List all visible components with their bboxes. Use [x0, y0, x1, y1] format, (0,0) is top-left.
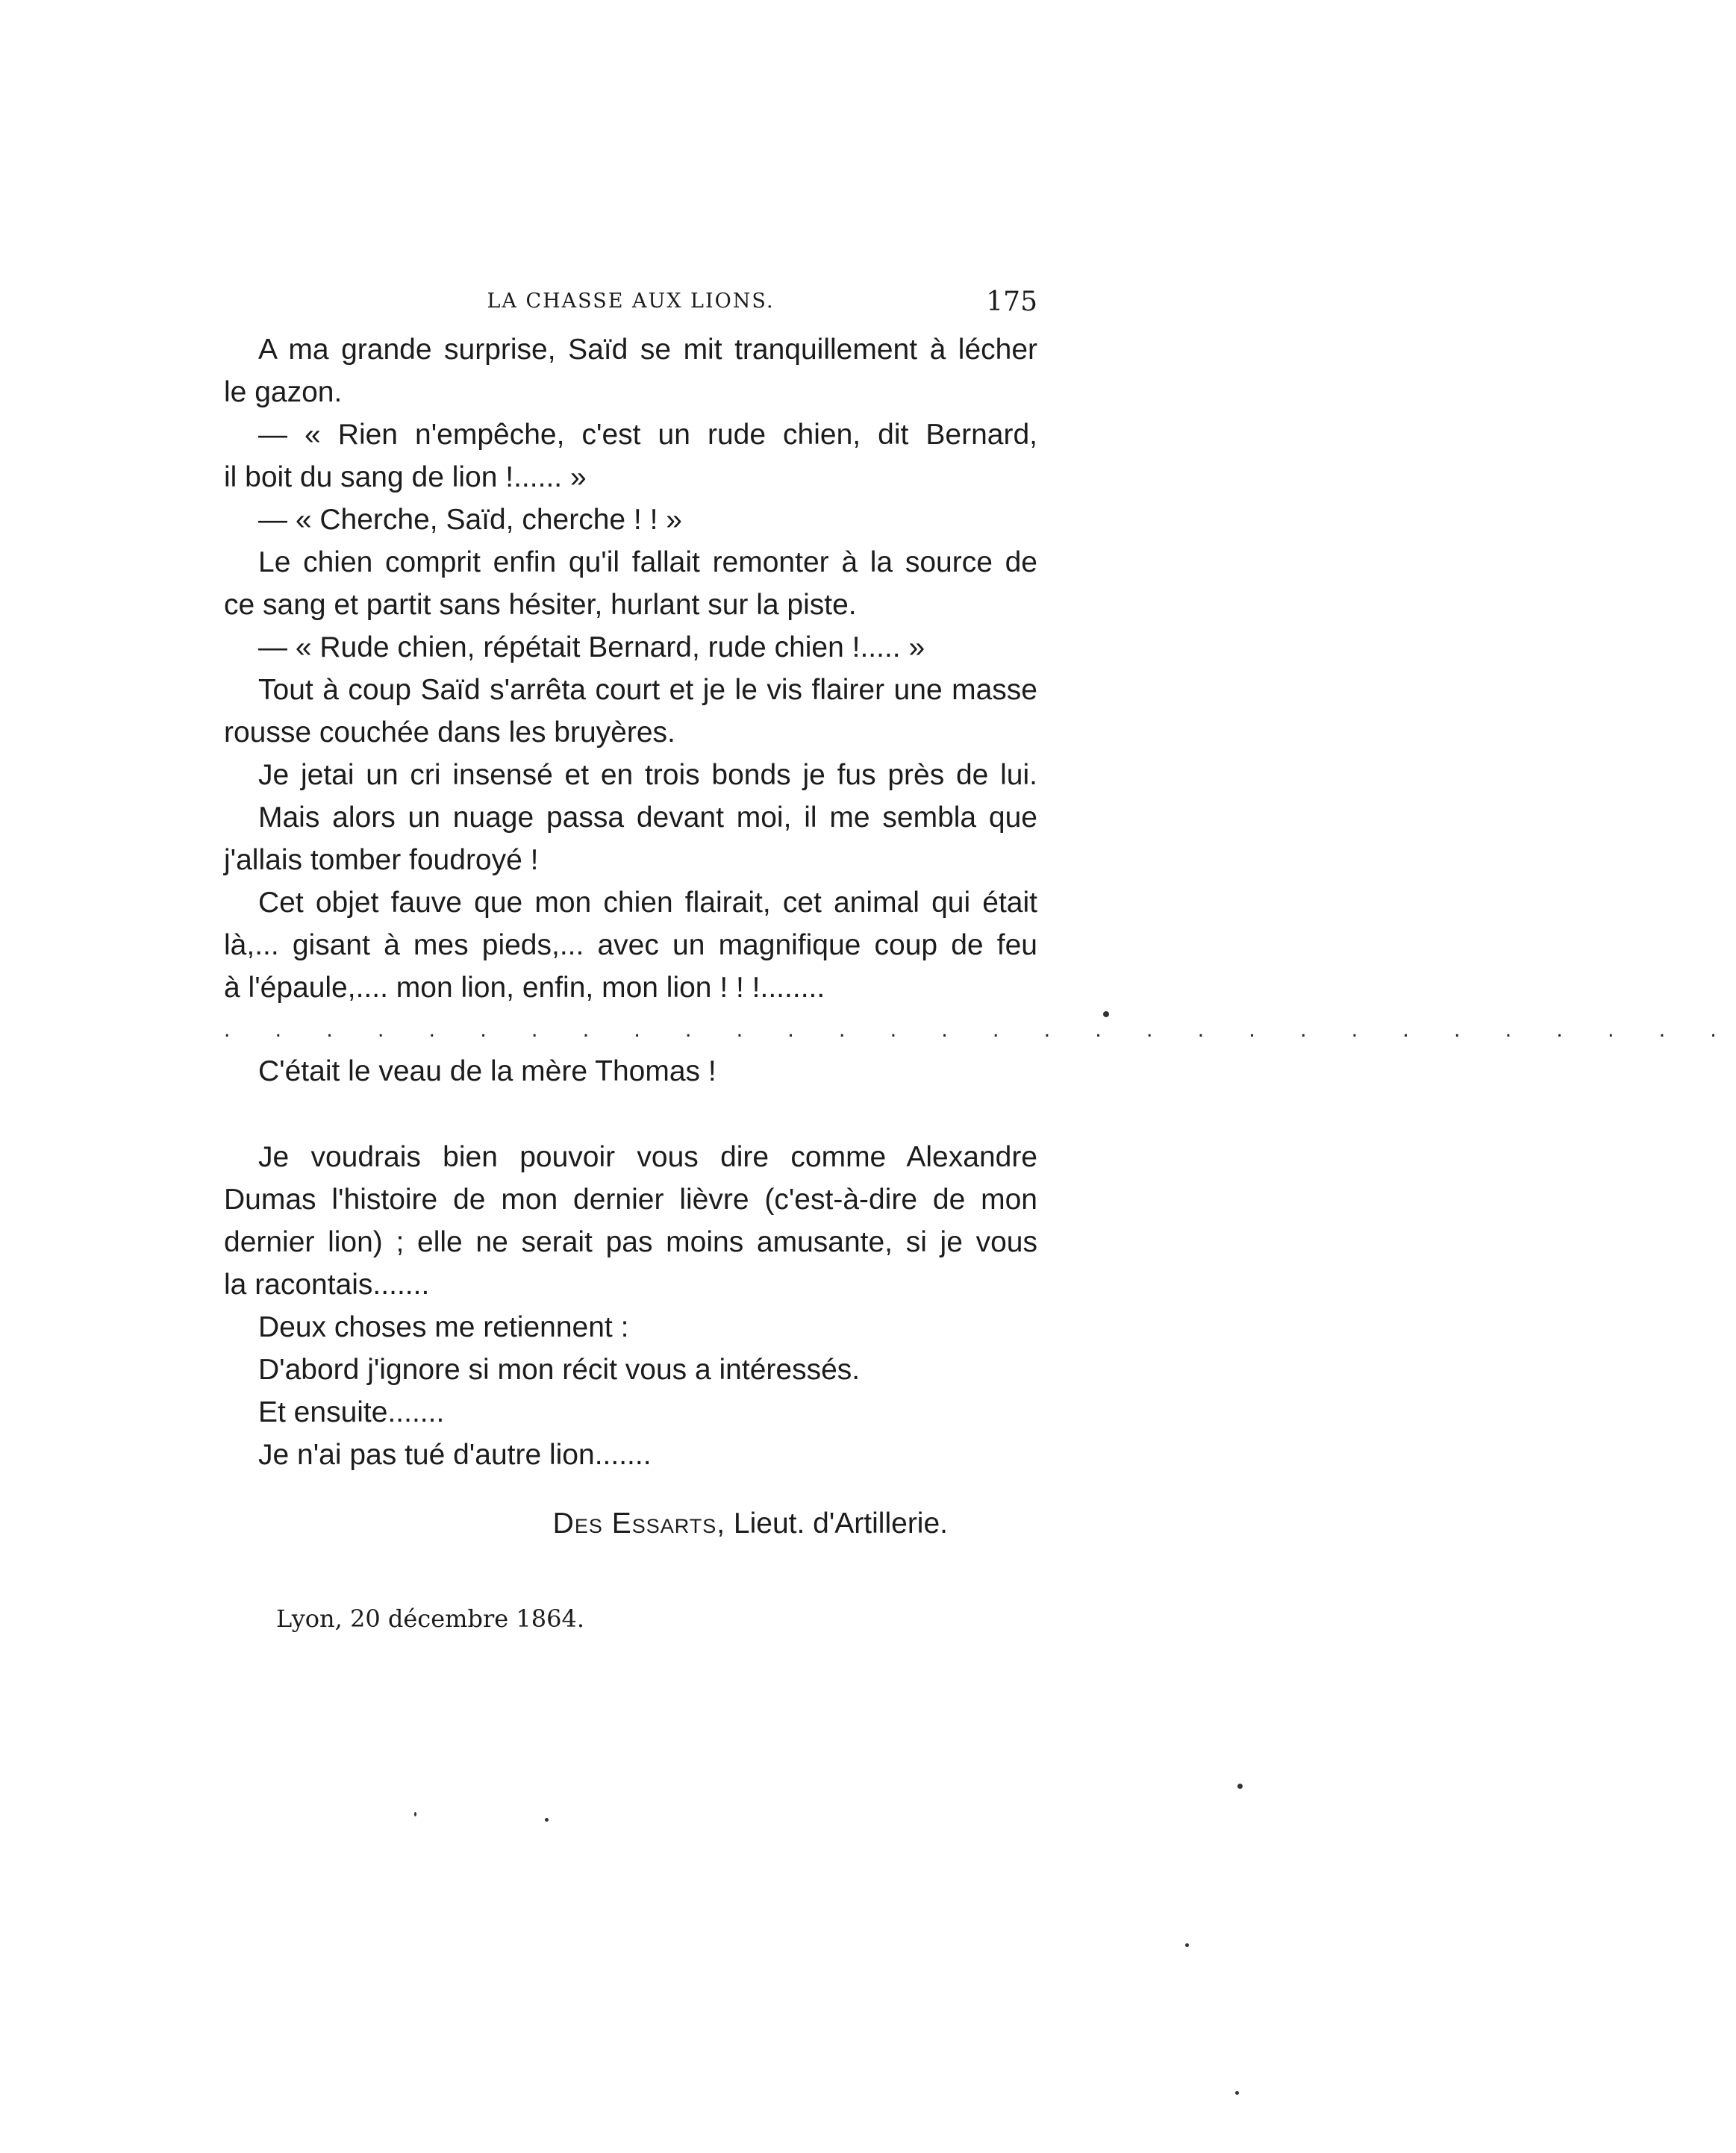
- text-line: la racontais.......: [224, 1269, 430, 1301]
- scan-speck: [1237, 1784, 1243, 1789]
- page-header: [224, 287, 1037, 324]
- text-line: Cet objet fauve que mon chien flairait, cet animal qui était: [258, 887, 1037, 919]
- text-line: dernier lion) ; elle ne serait pas moins amusante, si je vous: [224, 1226, 1037, 1258]
- text-line: Je jetai un cri insensé et en trois bonds je fus près de lui.: [258, 759, 1037, 791]
- text-line: là,... gisant à mes pieds,... avec un magnifique coup de feu: [224, 929, 1037, 961]
- signature-title: Lieut. d'Artillerie.: [733, 1507, 948, 1540]
- body-text: [224, 328, 1736, 1476]
- text-line: ce sang et partit sans hésiter, hurlant sur la piste.: [224, 589, 857, 621]
- text-line: rousse couchée dans les bruyères.: [224, 716, 675, 749]
- scan-speck: [545, 1818, 549, 1822]
- text-line: Je n'ai pas tué d'autre lion.......: [258, 1439, 652, 1471]
- text-line: Deux choses me retiennent :: [258, 1311, 629, 1343]
- text-line: Et ensuite.......: [258, 1396, 445, 1428]
- text-line: — « Rien n'empêche, c'est un rude chien, dit Bernard,: [258, 419, 1037, 451]
- text-line: — « Cherche, Saïd, cherche ! ! »: [258, 504, 682, 536]
- text-line: Dumas l'histoire de mon dernier lièvre (c'est-à-dire de mon: [224, 1184, 1037, 1216]
- text-line: à l'épaule,.... mon lion, enfin, mon lion ! ! !........: [224, 972, 825, 1004]
- text-line: — « Rude chien, répétait Bernard, rude chien !..... »: [258, 631, 925, 663]
- text-line: C'était le veau de la mère Thomas !: [258, 1055, 716, 1087]
- text-line: D'abord j'ignore si mon récit vous a intéressés.: [258, 1354, 861, 1386]
- text-line: Je voudrais bien pouvoir vous dire comme Alexandre: [258, 1141, 1037, 1173]
- scan-speck: [1103, 1011, 1109, 1017]
- date-line: Lyon, 20 décembre 1864.: [276, 1604, 584, 1633]
- paragraph-gap: [224, 1093, 1037, 1136]
- scan-speck: [414, 1812, 416, 1816]
- running-title: LA CHASSE AUX LIONS.: [487, 290, 775, 313]
- scan-speck: [1185, 1943, 1189, 1947]
- text-line: il boit du sang de lion !...... »: [224, 461, 587, 493]
- text-line: Tout à coup Saïd s'arrêta court et je le vis flairer une masse: [258, 674, 1037, 706]
- text-line: A ma grande surprise, Saïd se mit tranquillement à lécher: [258, 334, 1037, 366]
- scan-speck: [1235, 2091, 1239, 2095]
- signature-name: Des Essarts,: [552, 1507, 726, 1540]
- ellipsis-divider: . . . . . . . . . . . . . . . . . . . . . . . . . . . . . .: [224, 1017, 1736, 1042]
- text-line: j'allais tomber foudroyé !: [224, 844, 539, 876]
- signature: [224, 1507, 948, 1540]
- page-number: 175: [986, 287, 1037, 317]
- text-line: Mais alors un nuage passa devant moi, il me sembla que: [258, 801, 1037, 834]
- text-line: Le chien comprit enfin qu'il fallait remonter à la source de: [258, 546, 1037, 578]
- text-line: le gazon.: [224, 376, 343, 408]
